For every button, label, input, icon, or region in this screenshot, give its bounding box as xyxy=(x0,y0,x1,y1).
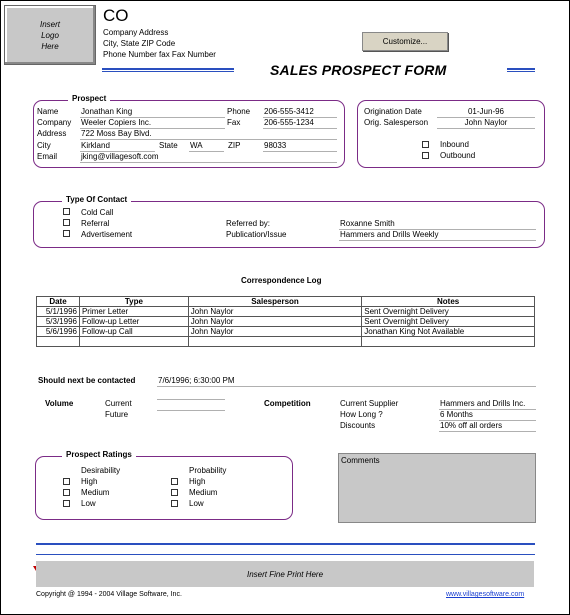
desirability-label: Desirability xyxy=(81,466,121,475)
discounts-field[interactable]: 10% off all orders xyxy=(439,421,536,432)
publication-label: Publication/Issue xyxy=(226,230,287,239)
comments-label: Comments xyxy=(341,456,380,465)
how-long-label: How Long ? xyxy=(340,410,383,419)
ratings-legend: Prospect Ratings xyxy=(62,450,136,459)
name-field[interactable]: Jonathan King xyxy=(80,107,225,118)
address-field[interactable]: 722 Moss Bay Blvd. xyxy=(80,129,337,140)
state-field[interactable]: WA xyxy=(189,141,224,152)
state-label: State xyxy=(159,141,178,150)
log-cell-date[interactable]: 5/6/1996 xyxy=(37,327,80,337)
log-header-salesperson: Salesperson xyxy=(188,297,361,307)
log-cell-salesperson[interactable]: John Naylor xyxy=(188,327,361,337)
probability-high-label: High xyxy=(189,477,206,486)
current-supplier-label: Current Supplier xyxy=(340,399,399,408)
company-label: Company xyxy=(37,118,72,127)
cold-call-label: Cold Call xyxy=(81,208,114,217)
header-rule-left-thin xyxy=(102,71,234,72)
probability-medium-checkbox[interactable] xyxy=(171,489,178,496)
fine-print-area[interactable]: Insert Fine Print Here xyxy=(36,561,534,587)
desirability-medium-label: Medium xyxy=(81,488,110,497)
company-city-state: City, State ZIP Code xyxy=(103,39,176,48)
log-cell-notes[interactable]: Sent Overnight Delivery xyxy=(362,317,535,327)
log-cell-date[interactable]: 5/3/1996 xyxy=(37,317,80,327)
competition-label: Competition xyxy=(264,399,311,408)
inbound-checkbox[interactable] xyxy=(422,141,429,148)
log-cell-type[interactable]: Primer Letter xyxy=(79,307,188,317)
zip-field[interactable]: 98033 xyxy=(263,141,337,152)
prospect-legend: Prospect xyxy=(68,94,110,103)
log-cell-salesperson[interactable]: John Naylor xyxy=(188,307,361,317)
header-rule-right xyxy=(507,68,535,70)
origination-date-field[interactable]: 01-Jun-96 xyxy=(437,107,535,118)
comments-box[interactable] xyxy=(338,453,536,523)
outbound-checkbox[interactable] xyxy=(422,152,429,159)
desirability-low-checkbox[interactable] xyxy=(63,500,70,507)
table-row xyxy=(37,307,535,317)
desirability-high-checkbox[interactable] xyxy=(63,478,70,485)
footer-rule-bottom xyxy=(36,554,535,555)
log-cell-salesperson[interactable]: John Naylor xyxy=(188,317,361,327)
header-rule-right-thin xyxy=(507,71,535,72)
city-label: City xyxy=(37,141,51,150)
log-cell-date[interactable] xyxy=(37,337,80,347)
how-long-field[interactable]: 6 Months xyxy=(439,410,536,421)
fax-field[interactable]: 206-555-1234 xyxy=(263,118,337,129)
form-title: SALES PROSPECT FORM xyxy=(270,62,447,78)
customize-button[interactable]: Customize... xyxy=(362,32,448,51)
advertisement-label: Advertisement xyxy=(81,230,133,239)
log-cell-notes[interactable] xyxy=(362,337,535,347)
probability-high-checkbox[interactable] xyxy=(171,478,178,485)
referred-by-label: Referred by: xyxy=(226,219,271,228)
table-row xyxy=(37,327,535,337)
log-cell-type[interactable]: Follow-up Call xyxy=(79,327,188,337)
city-field[interactable]: Kirkland xyxy=(80,141,155,152)
correspondence-log-table xyxy=(36,296,535,347)
volume-future-label: Future xyxy=(105,410,129,419)
discounts-label: Discounts xyxy=(340,421,376,430)
company-address: Company Address xyxy=(103,28,169,37)
log-cell-date[interactable]: 5/1/1996 xyxy=(37,307,80,317)
company-name: CO xyxy=(103,6,129,25)
log-cell-salesperson[interactable] xyxy=(188,337,361,347)
volume-current-field[interactable] xyxy=(157,399,225,400)
orig-salesperson-label: Orig. Salesperson xyxy=(364,118,429,127)
volume-label: Volume xyxy=(45,399,74,408)
log-cell-type[interactable] xyxy=(79,337,188,347)
website-link[interactable]: www.villagesoftware.com xyxy=(446,591,525,598)
publication-field[interactable]: Hammers and Drills Weekly xyxy=(339,230,536,241)
probability-label: Probability xyxy=(189,466,227,475)
company-phone-fax: Phone Number fax Fax Number xyxy=(103,50,216,59)
desirability-high-label: High xyxy=(81,477,98,486)
address-label: Address xyxy=(37,129,67,138)
origination-date-label: Origination Date xyxy=(364,107,422,116)
log-cell-type[interactable]: Follow-up Letter xyxy=(79,317,188,327)
log-cell-notes[interactable]: Jonathan King Not Available xyxy=(362,327,535,337)
footer-rule-top xyxy=(36,543,535,545)
orig-salesperson-field[interactable]: John Naylor xyxy=(437,118,535,129)
cold-call-checkbox[interactable] xyxy=(63,208,70,215)
table-row xyxy=(37,317,535,327)
inbound-label: Inbound xyxy=(440,140,469,149)
probability-low-label: Low xyxy=(189,499,204,508)
advertisement-checkbox[interactable] xyxy=(63,230,70,237)
fax-label: Fax xyxy=(227,118,241,127)
referred-by-field[interactable]: Roxanne Smith xyxy=(339,219,536,230)
zip-label: ZIP xyxy=(228,141,241,150)
table-row xyxy=(37,337,535,347)
volume-future-field[interactable] xyxy=(157,410,225,411)
copyright-text: Copyright @ 1994 - 2004 Village Software, Inc. xyxy=(36,591,182,598)
company-field[interactable]: Weeler Copiers Inc. xyxy=(80,118,225,129)
email-label: Email xyxy=(37,152,58,161)
volume-current-label: Current xyxy=(105,399,132,408)
ratings-section xyxy=(35,456,293,520)
log-header-type: Type xyxy=(79,297,188,307)
desirability-medium-checkbox[interactable] xyxy=(63,489,70,496)
probability-low-checkbox[interactable] xyxy=(171,500,178,507)
log-cell-notes[interactable]: Sent Overnight Delivery xyxy=(362,307,535,317)
phone-field[interactable]: 206-555-3412 xyxy=(263,107,337,118)
contact-legend: Type Of Contact xyxy=(62,195,131,204)
referral-label: Referral xyxy=(81,219,110,228)
outbound-label: Outbound xyxy=(440,151,476,160)
logo-placeholder: Insert Logo Here xyxy=(4,5,96,65)
email-field[interactable]: jking@villagesoft.com xyxy=(80,152,337,163)
current-supplier-field[interactable]: Hammers and Drills Inc. xyxy=(439,399,536,410)
header-rule-left xyxy=(102,68,234,70)
referral-checkbox[interactable] xyxy=(63,219,70,226)
log-header-date: Date xyxy=(37,297,80,307)
desirability-low-label: Low xyxy=(81,499,96,508)
log-title: Correspondence Log xyxy=(241,276,322,285)
probability-medium-label: Medium xyxy=(189,488,218,497)
next-contact-field[interactable]: 7/6/1996; 6:30:00 PM xyxy=(157,376,536,387)
phone-label: Phone xyxy=(227,107,251,116)
name-label: Name xyxy=(37,107,59,116)
log-header-notes: Notes xyxy=(362,297,535,307)
log-header-row xyxy=(37,297,535,307)
next-contact-label: Should next be contacted xyxy=(38,376,136,385)
